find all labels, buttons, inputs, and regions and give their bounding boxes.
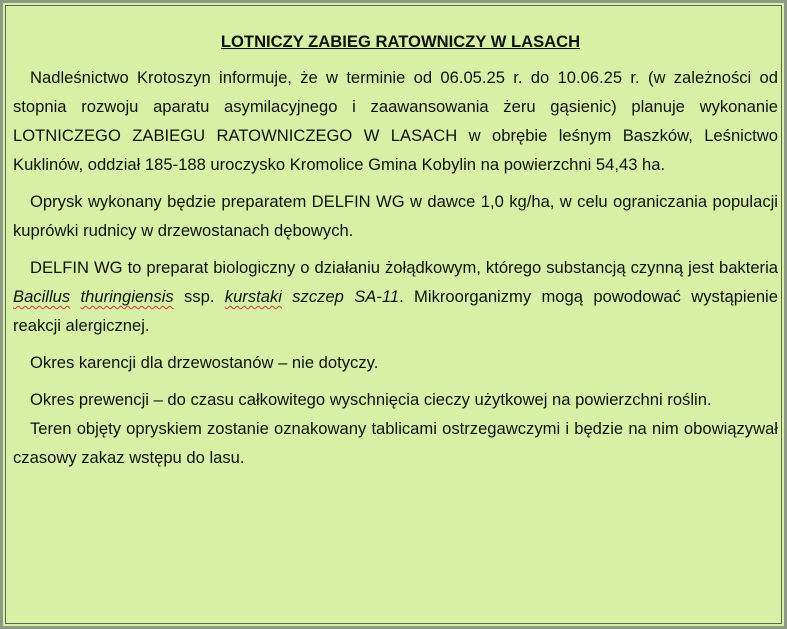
paragraph-withdrawal-period: Okres karencji dla drzewostanów – nie dotyczy. [30,353,379,372]
notice-title: LOTNICZY ZABIEG RATOWNICZY W LASACH [220,32,581,51]
notice-document [13,27,778,472]
strain-name: szczep SA-11 [281,287,400,306]
preparation-text-end: . Mikroorganizmy mogą powodować wystąpienie reakcji alergicznej. [13,287,778,335]
paragraph-prevention-period: Okres prewencji – do czasu całkowitego wyschnięcia cieczy użytkowej na powierzchni roślin. [30,390,712,409]
paragraph-area-marking: Teren objęty opryskiem zostanie oznakowany tablicami ostrzegawczymi i będzie na nim obowiązywał czasowy zakaz wstępu do lasu. [13,419,778,467]
paragraph-spraying: Oprysk wykonany będzie preparatem DELFIN WG w dawce 1,0 kg/ha, w celu ograniczania populacji kuprówki rudnicy w drzewostanach dębowych. [13,192,778,240]
species-name: thuringiensis [80,287,174,306]
species-genus: Bacillus [13,287,71,306]
species-space [70,287,80,306]
paragraph-announcement: Nadleśnictwo Krotoszyn informuje, że w terminie od 06.05.25 r. do 10.06.25 r. (w zależności od stopnia rozwoju aparatu asymilacyjnego i zaawansowania żeru gąsienic) planuje wykonanie LOTNICZEGO ZABIEGU RATOWNICZEGO W LASACH w obrębie leśnym Baszków, Leśnictwo Kuklinów, oddział 185-188 uroczysko Kromolice Gmina Kobylin na powierzchni 54,43 ha. [13,68,778,174]
preparation-text-start: DELFIN WG to preparat biologiczny o działaniu żołądkowym, którego substancją czynną jest bakteria [30,258,778,277]
paragraph-preparation [13,253,778,340]
species-ssp: ssp. [173,287,225,306]
subspecies-name: kurstaki [224,287,282,306]
